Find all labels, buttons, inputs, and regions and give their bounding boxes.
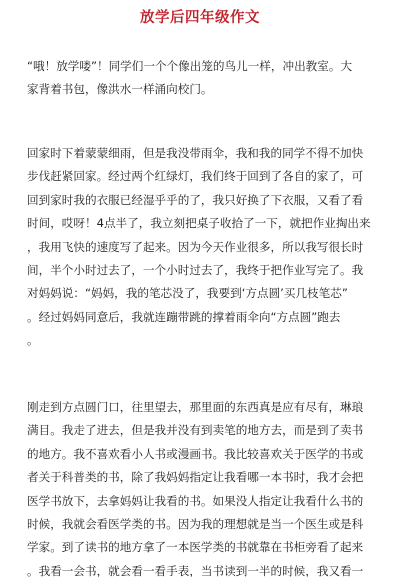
text-line: 回家时下着蒙蒙细雨，但是我没带雨伞，我和我的同学不得不加快 [27, 146, 364, 160]
text-line: 刚走到方点圆门口，往里望去，那里面的东西真是应有尽有，琳琅 [27, 400, 364, 414]
text-line: 回到家时我的衣服已经湿乎乎的了，我只好换了下衣服，又看了看 [27, 192, 364, 207]
text-line: 学家。到了读书的地方拿了一本医学类的书就靠在书柜旁看了起来 [27, 540, 364, 555]
text-line: 间，半个小时过去了，一个小时过去了，我终于把作业写完了。我 [27, 263, 364, 278]
paragraph-1 [27, 55, 375, 102]
text-line: “哦！放学喽”！同学们一个个像出笼的鸟儿一样，冲出教室。大 [27, 59, 353, 73]
text-line: 满目。我走了进去，但是我并没有到卖笔的地方去，而是到了卖书 [27, 423, 364, 438]
text-line: 者关于科普类的书，除了我妈妈指定让我看哪一本书时，我才会把 [27, 470, 364, 485]
paragraph-3 [27, 396, 375, 577]
text-line: 时候，我就会看医学类的书。因为我的理想就是当一个医生或是科 [27, 517, 364, 532]
text-line: 对妈妈说：“妈妈，我的笔芯没了，我要到‘方点圆’买几枝笔芯” [27, 286, 348, 301]
text-line: ，我用飞快的速度写了起来。因为今天作业很多，所以我写很长时 [27, 239, 364, 254]
text-line: 时间，哎呀！4点半了，我立刻把桌子收拾了一下，就把作业掏出来 [27, 216, 371, 231]
document-title: 放学后四年级作文 [140, 9, 260, 26]
text-line: 。 [27, 333, 39, 348]
text-line: 医学书放下，去拿妈妈让我看的书。如果没人指定让我看什么书的 [27, 493, 364, 508]
text-line: 家背着书包，像洪水一样涌向校门。 [27, 82, 213, 97]
text-line: 。经过妈妈同意后，我就连蹦带跳的撑着雨伞向“方点圆”跑去 [27, 309, 341, 324]
text-line: 。我看一会书，就会看一看手表，当书读到一半的时候，我又看一 [27, 563, 364, 577]
text-line: 的地方。我不喜欢看小人书或漫画书。我比较喜欢关于医学的书或 [27, 446, 364, 461]
text-line: 步伐赶紧回家。经过两个红绿灯，我们终于回到了各自的家了，可 [27, 169, 364, 184]
paragraph-2 [27, 142, 375, 353]
